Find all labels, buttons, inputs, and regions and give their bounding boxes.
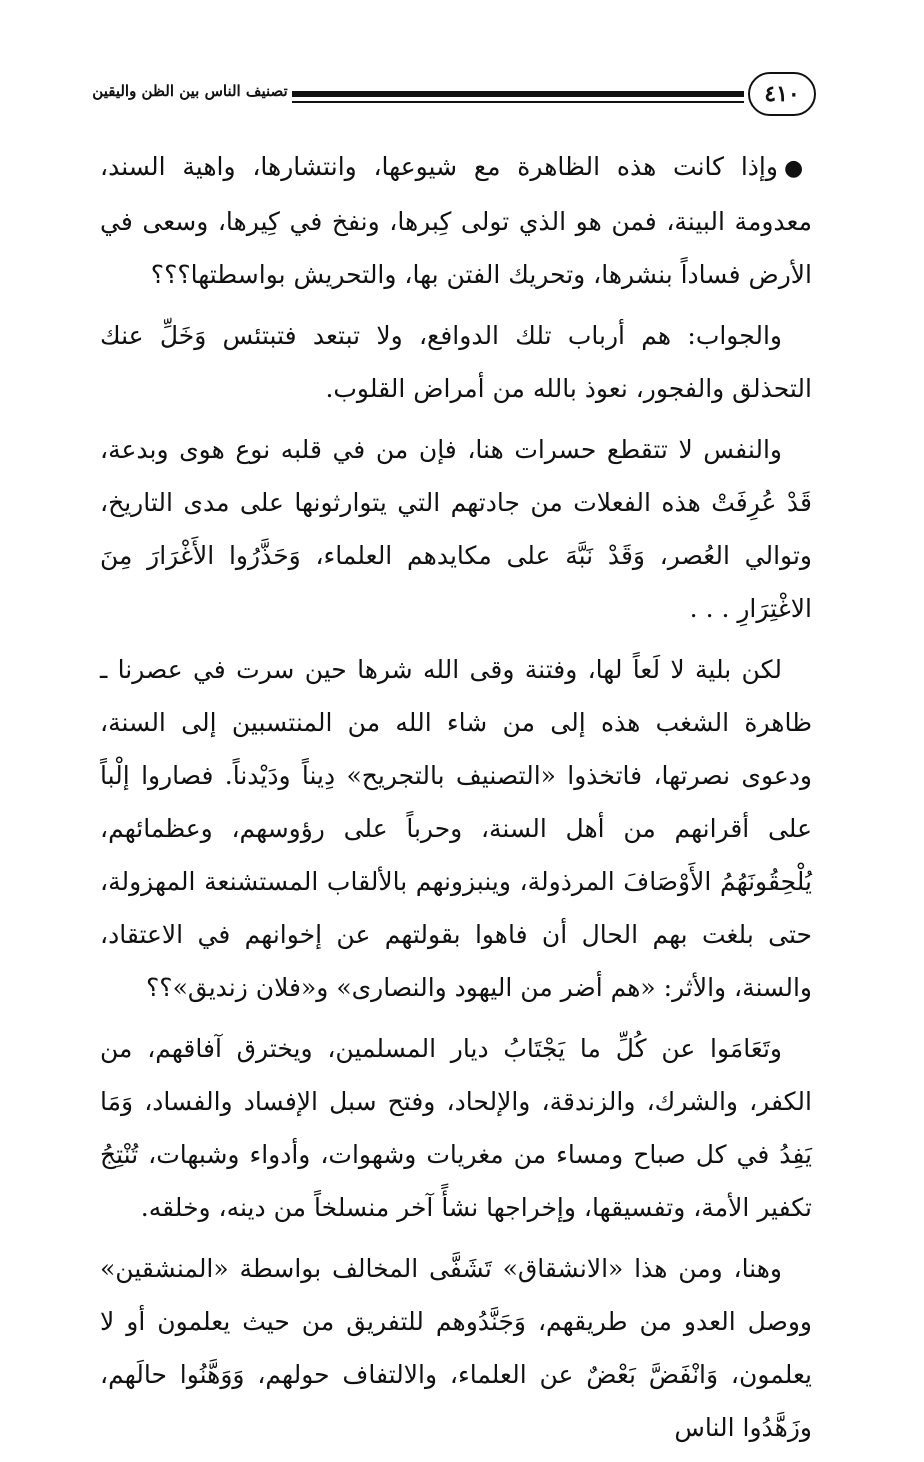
paragraph-1-text: وإذا كانت هذه الظاهرة مع شيوعها، وانتشارها، واهية السند، معدومة البينة، فمن هو الذي تولى كِبرها، ونفخ في كِيرها، وسعى في الأرض فساداً بنشرها، وتحريك الفتن بها، والتحريش بواسطتها؟؟؟ (100, 152, 812, 289)
paragraph-5: وتَعَامَوا عن كُلِّ ما يَجْتَابُ ديار المسلمين، ويخترق آفاقهم، من الكفر، والشرك، والزندقة، والإلحاد، وفتح سبل الإفساد والفساد، وَمَا يَفِدُ في كل صباح ومساء من مغريات وشهوات، وأدواء وشبهات، تُنْتِجُ تكفير الأمة، وتفسيقها، وإخراجها نشأً آخر منسلخاً من دينه، وخلقه. (100, 1034, 812, 1222)
paragraph-1 (100, 140, 812, 301)
running-title: تصنيف الناس بين الظن واليقين (92, 82, 288, 100)
paragraph-2: والجواب: هم أرباب تلك الدوافع، ولا تبتعد فتبتئس وَخَلِّ عنك التحذلق والفجور، نعوذ بالله من أمراض القلوب. (100, 321, 812, 403)
paragraph-6: وهنا، ومن هذا «الانشقاق» تَشَفَّى المخالف بواسطة «المنشقين» ووصل العدو من طريقهم، وَجَنَّدُوهم للتفريق من حيث يعلمون أو لا يعلمون، وَانْفَضَّ بَعْضٌ عن العلماء، والالتفاف حولهم، وَوَهَّنُوا حالَهم، وزَهَّدُوا الناس (100, 1254, 812, 1442)
page-header (92, 72, 816, 122)
header-rule-thick (292, 91, 744, 97)
body-text (100, 140, 812, 1462)
paragraph-4: لكن بلية لا لَعاً لها، وفتنة وقى الله شرها حين سرت في عصرنا ـ ظاهرة الشغب هذه إلى من شاء الله من المنتسبين إلى السنة، ودعوى نصرتها، فاتخذوا «التصنيف بالتجريح» دِيناً ودَيْدناً. فصاروا إلْباً على أقرانهم من أهل السنة، وحرباً على رؤوسهم، وعظمائهم، يُلْحِقُونَهُمُ الأَوْصَافَ المرذولة، وينبزونهم بالألقاب المستشنعة المهزولة، حتى بلغت بهم الحال أن فاهوا بقولتهم عن إخوانهم في الاعتقاد، والسنة، والأثر: «هم أضر من اليهود والنصارى» و«فلان زنديق»؟؟ (100, 655, 812, 1002)
paragraph-3: والنفس لا تتقطع حسرات هنا، فإن من في قلبه نوع هوى وبدعة، قَدْ عُرِفَتْ هذه الفعلات من جادتهم التي يتوارثونها على مدى التاريخ، وتوالي العُصر، وَقَدْ نَبَّهَ على مكايدهم العلماء، وَحَذَّرُوا الأَغْرَارَ مِنَ الاغْتِرَارِ . . . (100, 435, 812, 623)
page-number: ٤١٠ (748, 72, 816, 116)
header-rule-thin (292, 101, 744, 103)
bullet-icon: ● (783, 156, 812, 181)
